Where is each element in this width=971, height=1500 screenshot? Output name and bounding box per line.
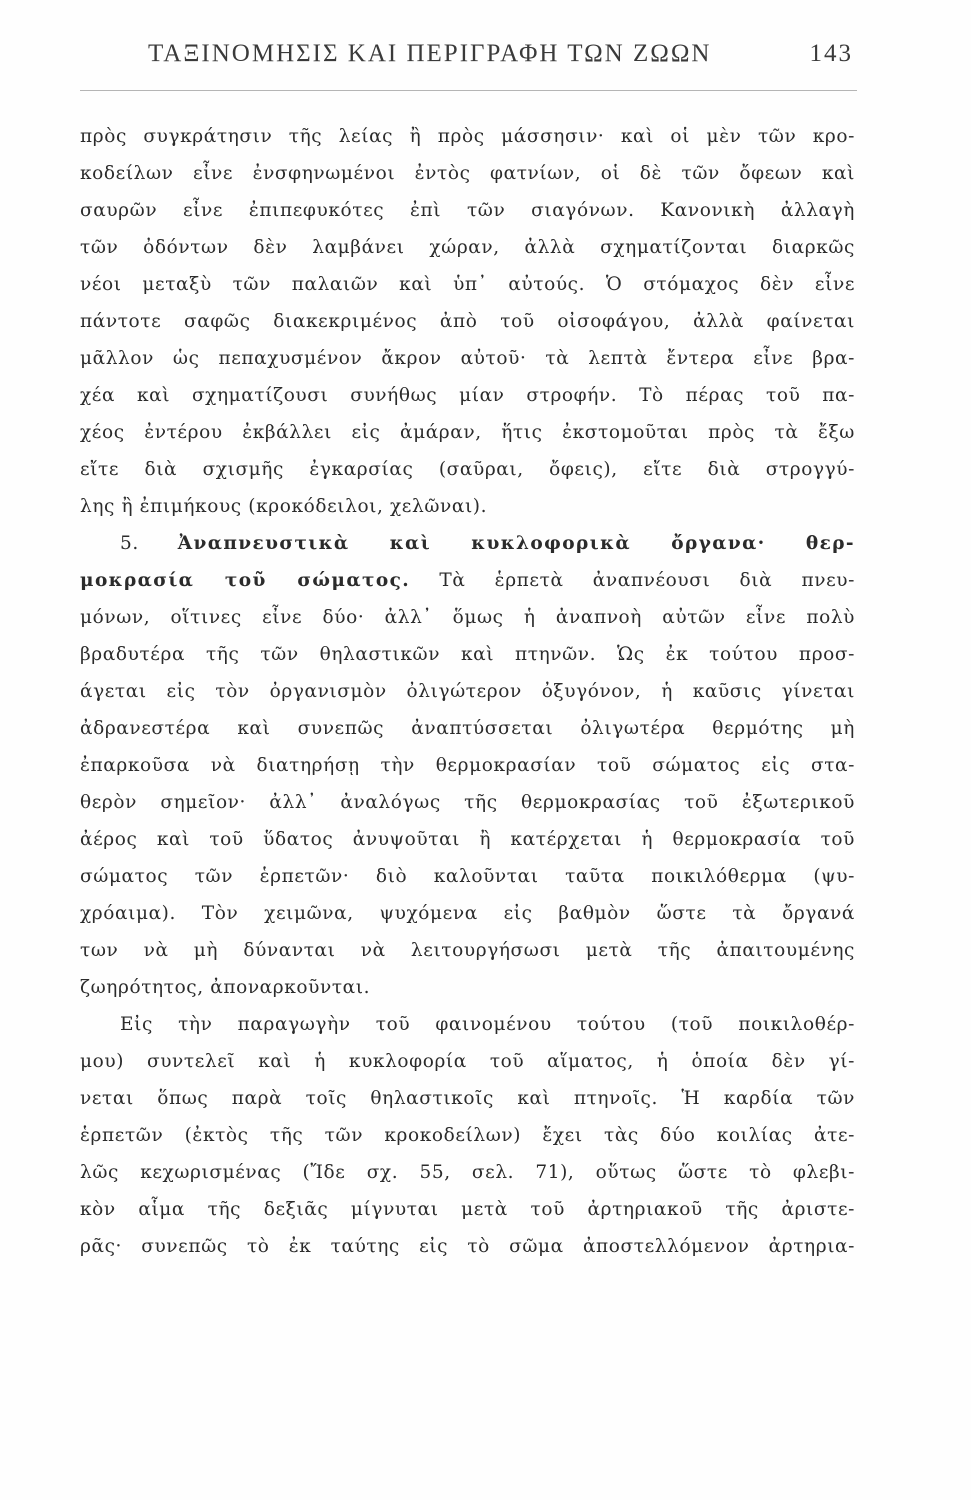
text-line: ζωηρότητος, ἀποναρκοῦνται. <box>80 977 371 998</box>
text-line: ἐπαρκοῦσα νὰ διατηρήσῃ τὴν θερμοκρασίαν τοῦ σώματος εἰς στα- <box>80 755 855 776</box>
text-line: κοδείλων εἶνε ἐνσφηνωμένοι ἐντὸς φατνίων, οἱ δὲ τῶν ὄφεων καὶ <box>80 163 855 184</box>
text-line: μᾶλλον ὡς πεπαχυσμένον ἄκρον αὐτοῦ· τὰ λεπτὰ ἔντερα εἶνε βρα- <box>80 348 855 369</box>
text-line: χρόαιμα). Τὸν χειμῶνα, ψυχόμενα εἰς βαθμὸν ὥστε τὰ ὄργανά <box>80 903 855 924</box>
text-line: ἀδρανεστέρα καὶ συνεπῶς ἀναπτύσσεται ὀλιγωτέρα θερμότης μὴ <box>80 718 855 739</box>
text-line: κὸν αἷμα τῆς δεξιᾶς μίγνυται μετὰ τοῦ ἀρτηριακοῦ τῆς ἀριστε- <box>80 1199 855 1220</box>
text-line: νέοι μεταξὺ τῶν παλαιῶν καὶ ὑπ᾽ αὐτούς. Ὁ στόμαχος δὲν εἶνε <box>80 274 855 295</box>
text-line: πρὸς συγκράτησιν τῆς λείας ἢ πρὸς μάσσησιν· καὶ οἱ μὲν τῶν κρο- <box>80 126 855 147</box>
text-line: ἑρπετῶν (ἐκτὸς τῆς τῶν κροκοδείλων) ἔχει τὰς δύο κοιλίας ἀτε- <box>80 1125 855 1146</box>
text-line: σαυρῶν εἶνε ἐπιπεφυκότες ἐπὶ τῶν σιαγόνων. Κανονικὴ ἀλλαγὴ <box>80 200 855 221</box>
text-line: άγεται εἰς τὸν ὀργανισμὸν ὀλιγώτερον ὀξυγόνον, ἡ καῦσις γίνεται <box>80 681 855 702</box>
text-line: λης ἢ ἐπιμήκους (κροκόδειλοι, χελῶναι). <box>80 496 488 517</box>
section-heading-line <box>80 562 855 599</box>
text-line: μου) συντελεῖ καὶ ἡ κυκλοφορία τοῦ αἵματος, ἡ ὁποία δὲν γί- <box>80 1051 855 1072</box>
text-line: ἀέρος καὶ τοῦ ὕδατος ἀνυψοῦται ἢ κατέρχεται ἡ θερμοκρασία τοῦ <box>80 829 855 850</box>
running-head <box>148 40 853 76</box>
section-number: 5. <box>120 533 139 554</box>
text-line: ρᾶς· συνεπῶς τὸ ἐκ ταύτης εἰς τὸ σῶμα ἀποστελλόμενον ἀρτηρια- <box>80 1236 855 1257</box>
section-first-sentence: Τὰ ἑρπετὰ ἀναπνέουσι διὰ πνευ- <box>439 570 855 591</box>
text-line: χέος ἐντέρου ἐκβάλλει εἰς ἀμάραν, ἥτις ἐκστομοῦται πρὸς τὰ ἔξω <box>80 422 855 443</box>
text-line: εἴτε διὰ σχισμῆς ἐγκαρσίας (σαῦραι, ὄφεις), εἴτε διὰ στρογγύ- <box>80 459 855 480</box>
text-line: σώματος τῶν ἑρπετῶν· διὸ καλοῦνται ταῦτα ποικιλόθερμα (ψυ- <box>80 866 855 887</box>
body-text <box>80 118 855 1265</box>
section-heading-continued: μοκρασία τοῦ σώματος. <box>80 570 411 591</box>
text-line: λῶς κεχωρισμένας (Ἴδε σχ. 55, σελ. 71), οὕτως ὥστε τὸ φλεβι- <box>80 1162 855 1183</box>
text-line: τῶν ὀδόντων δὲν λαμβάνει χώραν, ἀλλὰ σχηματίζονται διαρκῶς <box>80 237 855 258</box>
header-rule <box>80 90 857 91</box>
section-heading-line <box>80 525 855 562</box>
text-line: νεται ὅπως παρὰ τοῖς θηλαστικοῖς καὶ πτηνοῖς. Ἡ καρδία τῶν <box>80 1088 855 1109</box>
section-heading: Ἀναπνευστικὰ καὶ κυκλοφορικὰ ὄργανα· θερ- <box>177 533 856 554</box>
text-line: πάντοτε σαφῶς διακεκριμένος ἀπὸ τοῦ οἰσοφάγου, ἀλλὰ φαίνεται <box>80 311 855 332</box>
page-number: 143 <box>809 40 853 67</box>
running-title: ΤΑΞΙΝΟΜΗΣΙΣ ΚΑΙ ΠΕΡΙΓΡΑΦΗ ΤΩΝ ΖΩΩΝ <box>148 40 712 67</box>
text-line: θερὸν σημεῖον· ἀλλ᾽ ἀναλόγως τῆς θερμοκρασίας τοῦ ἐξωτερικοῦ <box>80 792 855 813</box>
text-line: χέα καὶ σχηματίζουσι συνήθως μίαν στροφήν. Τὸ πέρας τοῦ πα- <box>80 385 855 406</box>
text-line: βραδυτέρα τῆς τῶν θηλαστικῶν καὶ πτηνῶν. Ὡς ἐκ τούτου προσ- <box>80 644 855 665</box>
text-line: μόνων, οἵτινες εἶνε δύο· ἀλλ᾽ ὅμως ἡ ἀναπνοὴ αὐτῶν εἶνε πολὺ <box>80 607 855 628</box>
text-line: Εἰς τὴν παραγωγὴν τοῦ φαινομένου τούτου (τοῦ ποικιλοθέρ- <box>120 1014 855 1035</box>
text-line: των νὰ μὴ δύνανται νὰ λειτουργήσωσι μετὰ τῆς ἀπαιτουμένης <box>80 940 855 961</box>
